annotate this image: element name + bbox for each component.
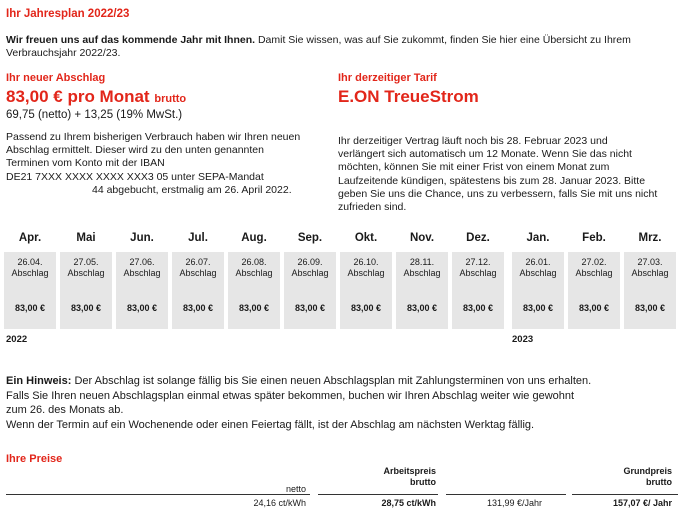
payment-date: 28.11. <box>409 257 435 267</box>
intro-line2: Verbrauchsjahr 2022/23. <box>6 47 121 59</box>
payment-label: Abschlag <box>459 268 497 278</box>
month-label: Feb. <box>582 232 606 244</box>
month-label: Mai <box>76 232 96 244</box>
hint-rest: Der Abschlag ist solange fällig bis Sie einen neuen Abschlagsplan mit Zahlungsterminen von uns erhalten. <box>71 375 592 387</box>
payment-label: Abschlag <box>631 268 669 278</box>
hint-text <box>6 374 678 432</box>
payment-amount: 83,00 € <box>14 303 46 313</box>
month-label: Aug. <box>241 232 267 244</box>
tarif-para-line: Laufzeitende kündigen, spätestens bis zum 28. Januar 2023. Bitte <box>338 174 646 187</box>
tarif-para-line: geben Sie uns die Chance, uns zu verbessern, falls Sie mit uns nicht <box>338 187 658 200</box>
grundpreis-brutto: 157,07 €/ Jahr <box>612 498 672 508</box>
divider <box>318 494 438 495</box>
intro-text <box>6 34 671 60</box>
month-label: Dez. <box>466 232 490 244</box>
payment-tile <box>396 252 448 329</box>
payment-amount: 83,00 € <box>350 303 382 313</box>
month-label: Jan. <box>526 232 550 244</box>
payment-tile <box>228 252 280 329</box>
payment-amount: 83,00 € <box>294 303 326 313</box>
arbeitspreis-brutto: 28,75 ct/kWh <box>381 498 436 508</box>
payment-amount: 83,00 € <box>578 303 610 313</box>
abschlag-amount <box>6 87 326 107</box>
payment-label: Abschlag <box>575 268 613 278</box>
payment-date: 27.05. <box>73 257 99 267</box>
payment-tile <box>624 252 676 329</box>
year-label: 2023 <box>512 334 534 345</box>
netto-label: netto <box>285 484 306 494</box>
intro-rest: Damit Sie wissen, was auf Sie zukommt, finden Sie hier eine Übersicht zu Ihrem <box>255 34 631 46</box>
payment-amount: 83,00 € <box>126 303 158 313</box>
arbeitspreis-brutto-label: brutto <box>410 477 436 487</box>
abschlag-amount-suffix: brutto <box>154 93 187 105</box>
grundpreis-header <box>572 466 672 488</box>
payment-date: 26.09. <box>297 257 323 267</box>
payment-amount: 83,00 € <box>462 303 494 313</box>
month-header-row <box>4 232 680 250</box>
divider <box>572 494 678 495</box>
month-label: Sep. <box>297 232 323 244</box>
payment-label: Abschlag <box>67 268 105 278</box>
abschlag-para-line: Terminen vom Konto mit der IBAN <box>6 157 165 170</box>
payment-label: Abschlag <box>11 268 49 278</box>
payment-label: Abschlag <box>179 268 217 278</box>
tarif-block <box>338 72 678 107</box>
abschlag-block <box>6 72 326 121</box>
arbeitspreis-netto: 24,16 ct/kWh <box>253 498 306 508</box>
tarif-name: E.ON TreueStrom <box>338 87 479 106</box>
tarif-paragraph <box>338 135 668 214</box>
payment-date: 27.06. <box>129 257 155 267</box>
hint-line: zum 26. des Monats ab. <box>6 404 124 416</box>
payment-tile <box>568 252 620 329</box>
tarif-heading: Ihr derzeitiger Tarif <box>338 72 437 84</box>
payment-amount: 83,00 € <box>522 303 554 313</box>
abschlag-para-line: 44 abgebucht, erstmalig am 26. April 2022. <box>92 183 292 196</box>
section-title: Ihr Jahresplan 2022/23 <box>6 8 130 20</box>
payment-date: 26.10. <box>353 257 379 267</box>
month-label: Apr. <box>18 232 42 244</box>
payment-amount: 83,00 € <box>70 303 102 313</box>
month-label: Nov. <box>409 232 435 244</box>
payment-tile <box>60 252 112 329</box>
grundpreis-brutto-label: brutto <box>646 477 672 487</box>
abschlag-paragraph <box>6 131 306 197</box>
month-label: Jul. <box>188 232 208 244</box>
payment-amount: 83,00 € <box>182 303 214 313</box>
payment-amount: 83,00 € <box>406 303 438 313</box>
abschlag-net-line: 69,75 (netto) + 13,25 (19% MwSt.) <box>6 109 183 121</box>
hint-bold: Ein Hinweis: <box>6 375 72 387</box>
arbeitspreis-header-label: Arbeitspreis <box>383 466 436 476</box>
divider <box>6 494 310 495</box>
year-label: 2022 <box>6 334 28 345</box>
payment-date: 26.07. <box>185 257 211 267</box>
payment-tile <box>172 252 224 329</box>
payment-amount: 83,00 € <box>634 303 666 313</box>
divider <box>446 494 566 495</box>
payment-date: 26.08. <box>241 257 267 267</box>
payment-label: Abschlag <box>291 268 329 278</box>
grundpreis-netto: 131,99 €/Jahr <box>486 498 542 508</box>
abschlag-heading: Ihr neuer Abschlag <box>6 72 106 84</box>
payment-amount: 83,00 € <box>238 303 270 313</box>
tarif-para-line: verlängert sich automatisch um 12 Monate. Wenn Sie das nicht <box>338 148 632 161</box>
payment-label: Abschlag <box>403 268 441 278</box>
month-label: Mrz. <box>638 232 662 244</box>
abschlag-para-line: Abschlag ermittelt. Dieser wird zu den unten genannten <box>6 144 264 157</box>
payment-label: Abschlag <box>347 268 385 278</box>
payment-label: Abschlag <box>123 268 161 278</box>
payment-tile <box>4 252 56 329</box>
grundpreis-header-label: Grundpreis <box>623 466 672 476</box>
abschlag-amount-value: 83,00 € pro Monat <box>6 87 150 106</box>
payment-tile <box>116 252 168 329</box>
payment-tile <box>512 252 564 329</box>
payment-date: 27.12. <box>465 257 491 267</box>
payment-label: Abschlag <box>235 268 273 278</box>
tarif-para-line: möchten, können Sie mit einer Frist von einem Monat zum <box>338 161 610 174</box>
payment-date: 26.04. <box>17 257 43 267</box>
payment-date: 26.01. <box>525 257 551 267</box>
payment-label: Abschlag <box>519 268 557 278</box>
month-label: Okt. <box>354 232 378 244</box>
intro-bold: Wir freuen uns auf das kommende Jahr mit Ihnen. <box>6 34 256 46</box>
abschlag-para-line: DE21 7XXX XXXX XXXX XXX3 05 unter SEPA-Mandat <box>6 170 264 183</box>
tarif-para-line: zufrieden sind. <box>338 201 407 214</box>
month-label: Jun. <box>130 232 154 244</box>
payment-tile <box>452 252 504 329</box>
payment-schedule <box>4 252 680 330</box>
tarif-para-line: Ihr derzeitiger Vertrag läuft noch bis 28. Februar 2023 und <box>338 135 608 147</box>
payment-tile <box>340 252 392 329</box>
hint-line: Wenn der Termin auf ein Wochenende oder einen Feiertag fällt, ist der Abschlag am nächsten Werktag fällig. <box>6 418 535 431</box>
payment-date: 27.03. <box>637 257 663 267</box>
payment-tile <box>284 252 336 329</box>
hint-line: Falls Sie Ihren neuen Abschlagsplan einmal etwas später bekommen, buchen wir Ihren Abschlag weiter wie gewohnt <box>6 389 575 402</box>
payment-date: 27.02. <box>581 257 607 267</box>
prices-title: Ihre Preise <box>6 453 63 465</box>
arbeitspreis-header <box>336 466 436 488</box>
abschlag-para-line: Passend zu Ihrem bisherigen Verbrauch haben wir Ihren neuen <box>6 131 301 143</box>
